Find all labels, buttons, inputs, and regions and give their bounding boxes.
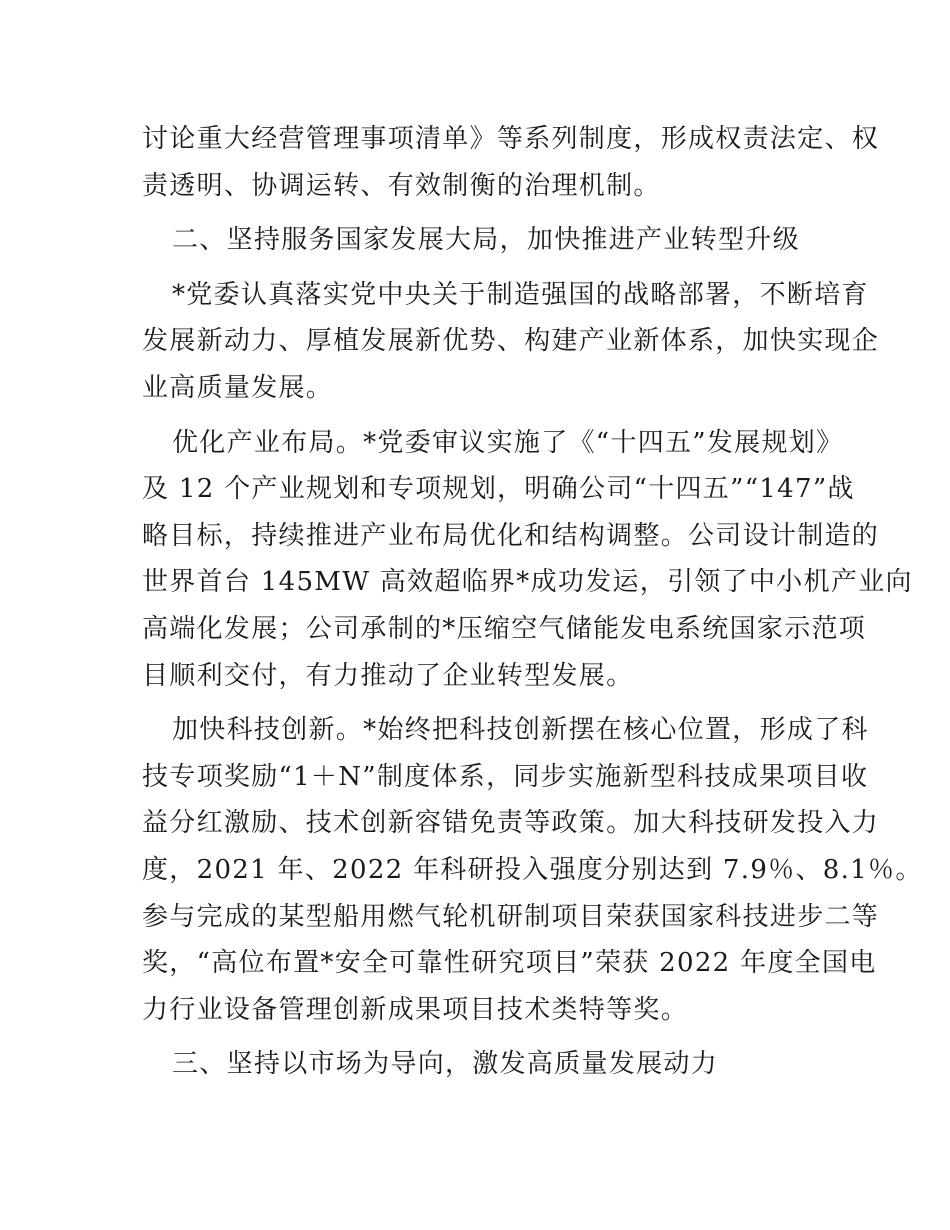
text-line: *党委认真落实党中央关于制造强国的战略部署，不断培育: [172, 279, 869, 310]
text-line: 略目标，持续推进产业布局优化和结构调整。公司设计制造的: [142, 520, 880, 551]
paragraph-strategy: [142, 272, 880, 412]
paragraph-tech-innovation: [142, 707, 923, 1033]
text-line: 益分红激励、技术创新容错免责等政策。加大科技研发投入力: [142, 808, 880, 839]
intro-paragraph: [142, 116, 880, 209]
text-line: 责透明、协调运转、有效制衡的治理机制。: [142, 170, 661, 201]
text-line: 讨论重大经营管理事项清单》等系列制度，形成权责法定、权: [142, 124, 880, 154]
text-line: 力行业设备管理创新成果项目技术类特等奖。: [142, 994, 689, 1025]
heading-text: 三、坚持以市场为导向，激发高质量发展动力: [172, 1049, 719, 1080]
text-line: 业高质量发展。: [142, 372, 334, 403]
heading-text: 二、坚持服务国家发展大局，加快推进产业转型升级: [172, 225, 800, 256]
text-line: 发展新动力、厚植发展新优势、构建产业新体系，加快实现企: [142, 326, 880, 357]
text-line: 度，2021 年、2022 年科研投入强度分别达到 7.9％、8.1％。: [142, 854, 923, 885]
text-line: 及 12 个产业规划和专项规划，明确公司“十四五”“147”战: [142, 474, 855, 505]
text-line: 奖，“高位布置*安全可靠性研究项目”荣获 2022 年度全国电: [142, 948, 877, 979]
text-line: 加快科技创新。*始终把科技创新摆在核心位置，形成了科: [172, 715, 869, 746]
paragraph-industry-layout: [142, 420, 913, 700]
text-line: 优化产业布局。*党委审议实施了《“十四五”发展规划》: [172, 427, 844, 458]
text-line: 世界首台 145MW 高效超临界*成功发运，引领了中小机产业向: [142, 567, 913, 598]
text-line: 参与完成的某型船用燃气轮机研制项目荣获国家科技进步二等: [142, 901, 880, 932]
text-line: 技专项奖励“1＋N”制度体系，同步实施新型科技成果项目收: [142, 761, 869, 792]
document-body: [142, 116, 923, 1088]
text-line: 目顺利交付，有力推动了企业转型发展。: [142, 660, 634, 691]
section-heading-2: [142, 217, 814, 264]
section-heading-3: [142, 1041, 814, 1088]
text-line: 高端化发展；公司承制的*压缩空气储能发电系统国家示范项: [142, 613, 867, 644]
